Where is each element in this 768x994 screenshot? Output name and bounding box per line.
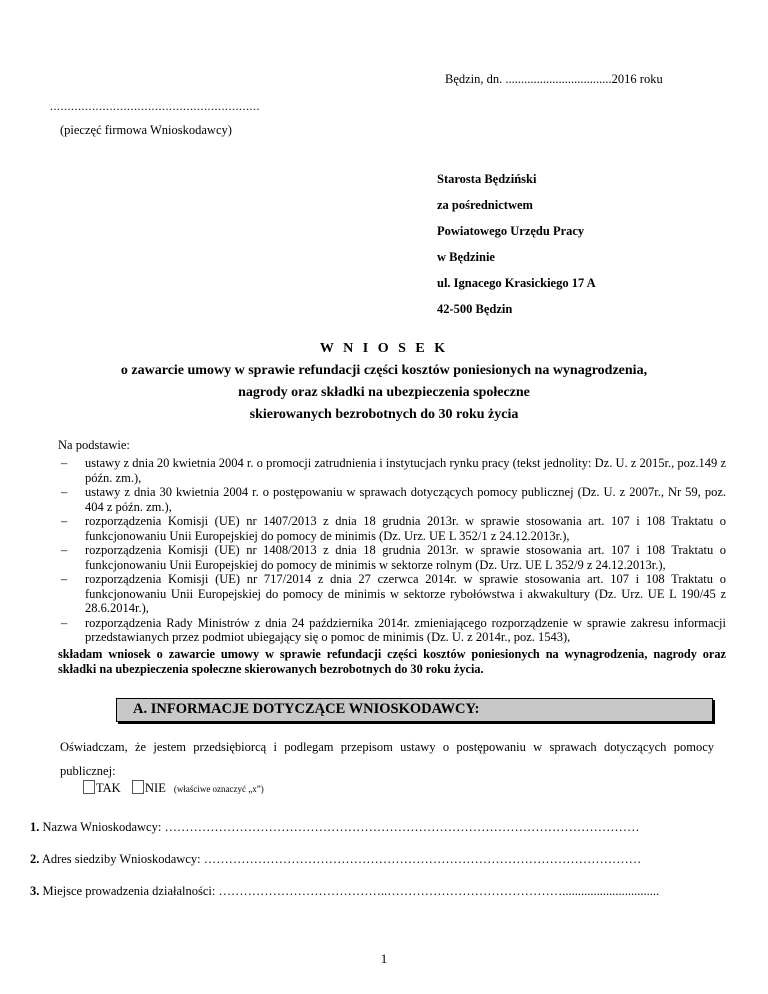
document-subtitle-line: skierowanych bezrobotnych do 30 roku życia	[249, 407, 519, 422]
field-number: 1.	[30, 820, 40, 834]
document-title: W N I O S E K	[319, 341, 449, 356]
document-subtitle-line: nagrody oraz składki na ubezpieczenia społeczne	[238, 385, 530, 400]
dash-bullet: –	[61, 514, 68, 528]
choice-note: (właściwe oznaczyć „x”)	[173, 784, 264, 794]
stamp-placeholder-dots: ............................................................	[50, 99, 260, 113]
dash-bullet: –	[61, 615, 68, 630]
addressee-line: w Będzinie	[437, 250, 495, 264]
legal-basis-item	[58, 456, 726, 485]
field-number: 3.	[30, 884, 40, 898]
addressee-line: Powiatowego Urzędu Pracy	[437, 224, 585, 238]
addressee-line: za pośrednictwem	[437, 198, 533, 212]
checkbox-yes[interactable]	[83, 780, 95, 794]
legal-basis-text: ustawy z dnia 20 kwietnia 2004 r. o promocji zatrudnienia i instytucjach rynku pracy (tekst jednolity: Dz. U. z 2015r., poz.149 z późn. zm.),	[85, 456, 726, 485]
option-yes-label: TAK	[96, 781, 121, 795]
field-number: 2.	[30, 852, 40, 866]
document-subtitle-line: o zawarcie umowy w sprawie refundacji części kosztów poniesionych na wynagrodzenia,	[120, 363, 648, 378]
place-date-line: Będzin, dn. ..................................2016 roku	[445, 72, 663, 86]
declaration-text: składam wniosek o zawarcie umowy w sprawie refundacji części kosztów poniesionych na wynagrodzenia, nagrody oraz składki na ubezpieczenia społeczne skierowanych bezrobotnych do 30 roku życia.	[58, 647, 726, 676]
applicant-statement: Oświadczam, że jestem przedsiębiorcą i podlegam przepisom ustawy o postępowaniu w sprawach dotyczących pomocy publicznej:	[60, 740, 714, 778]
addressee-line: 42-500 Będzin	[437, 302, 513, 316]
legal-basis-item	[58, 543, 726, 572]
field-label: Nazwa Wnioskodawcy: ……………………………………………………………………………………………………	[42, 820, 640, 834]
stamp-label: (pieczęć firmowa Wnioskodawcy)	[60, 123, 232, 137]
legal-basis-text: rozporządzenia Komisji (UE) nr 717/2014 z dnia 27 czerwca 2014r. w sprawie stosowania art. 107 i 108 Traktatu o funkcjonowaniu Unii Europejskiej do pomocy de minimis w sektorze rybołówstwa i akwakultury (Dz. Urz. UE L 190/45 z 28.6.2014r.),	[85, 572, 726, 615]
addressee-line: Starosta Będziński	[437, 172, 537, 186]
legal-basis-list	[58, 456, 726, 645]
option-no-label: NIE	[145, 781, 166, 795]
legal-basis-text: ustawy z dnia 30 kwietnia 2004 r. o postępowaniu w sprawach dotyczących pomocy publicznej (Dz. U. z 2007r., Nr 59, poz. 404 z późn. zm.),	[85, 485, 726, 514]
legal-basis-item	[58, 616, 726, 645]
addressee-line: ul. Ignacego Krasickiego 17 A	[437, 276, 596, 290]
field-applicant-address[interactable]	[30, 852, 641, 867]
page-number: 1	[380, 951, 388, 966]
basis-intro: Na podstawie:	[58, 438, 130, 452]
legal-basis-item	[58, 485, 726, 514]
dash-bullet: –	[61, 485, 68, 499]
field-label: Adres siedziby Wnioskodawcy: ……………………………………………………………………………………………	[41, 852, 642, 866]
section-a-header	[116, 698, 713, 722]
legal-basis-item	[58, 572, 726, 616]
field-label: Miejsce prowadzenia działalności: …………………………………..……………………………………...............................	[42, 884, 660, 898]
dash-bullet: –	[61, 572, 68, 586]
field-applicant-name[interactable]	[30, 820, 639, 835]
legal-basis-text: rozporządzenia Rady Ministrów z dnia 24 października 2014r. zmieniającego rozporządzenie w sprawie zakresu informacji przedstawianych przez podmiot ubiegający się o pomoc de minimis (Dz. U. z 2014r., poz. 1543),	[85, 615, 726, 644]
field-business-location[interactable]	[30, 884, 659, 899]
legal-basis-item	[58, 514, 726, 543]
checkbox-no[interactable]	[132, 780, 144, 794]
option-yes[interactable]	[83, 780, 121, 796]
section-a-title: A. INFORMACJE DOTYCZĄCE WNIOSKODAWCY:	[133, 701, 480, 717]
option-no[interactable]	[132, 780, 264, 796]
legal-basis-text: rozporządzenia Komisji (UE) nr 1408/2013 z dnia 18 grudnia 2013r. w sprawie stosowania art. 107 i 108 Traktatu o funkcjonowaniu Unii Europejskiej do pomocy de minimis w sektorze rolnym (Dz. Urz. UE L 352/9 z 24.12.2013r.),	[85, 543, 726, 572]
dash-bullet: –	[61, 543, 68, 557]
legal-basis-text: rozporządzenia Komisji (UE) nr 1407/2013 z dnia 18 grudnia 2013r. w sprawie stosowania art. 107 i 108 Traktatu o funkcjonowaniu Unii Europejskiej do pomocy de minimis (Dz. Urz. UE L 352/1 z 24.12.2013r.),	[85, 514, 726, 543]
dash-bullet: –	[61, 456, 68, 470]
